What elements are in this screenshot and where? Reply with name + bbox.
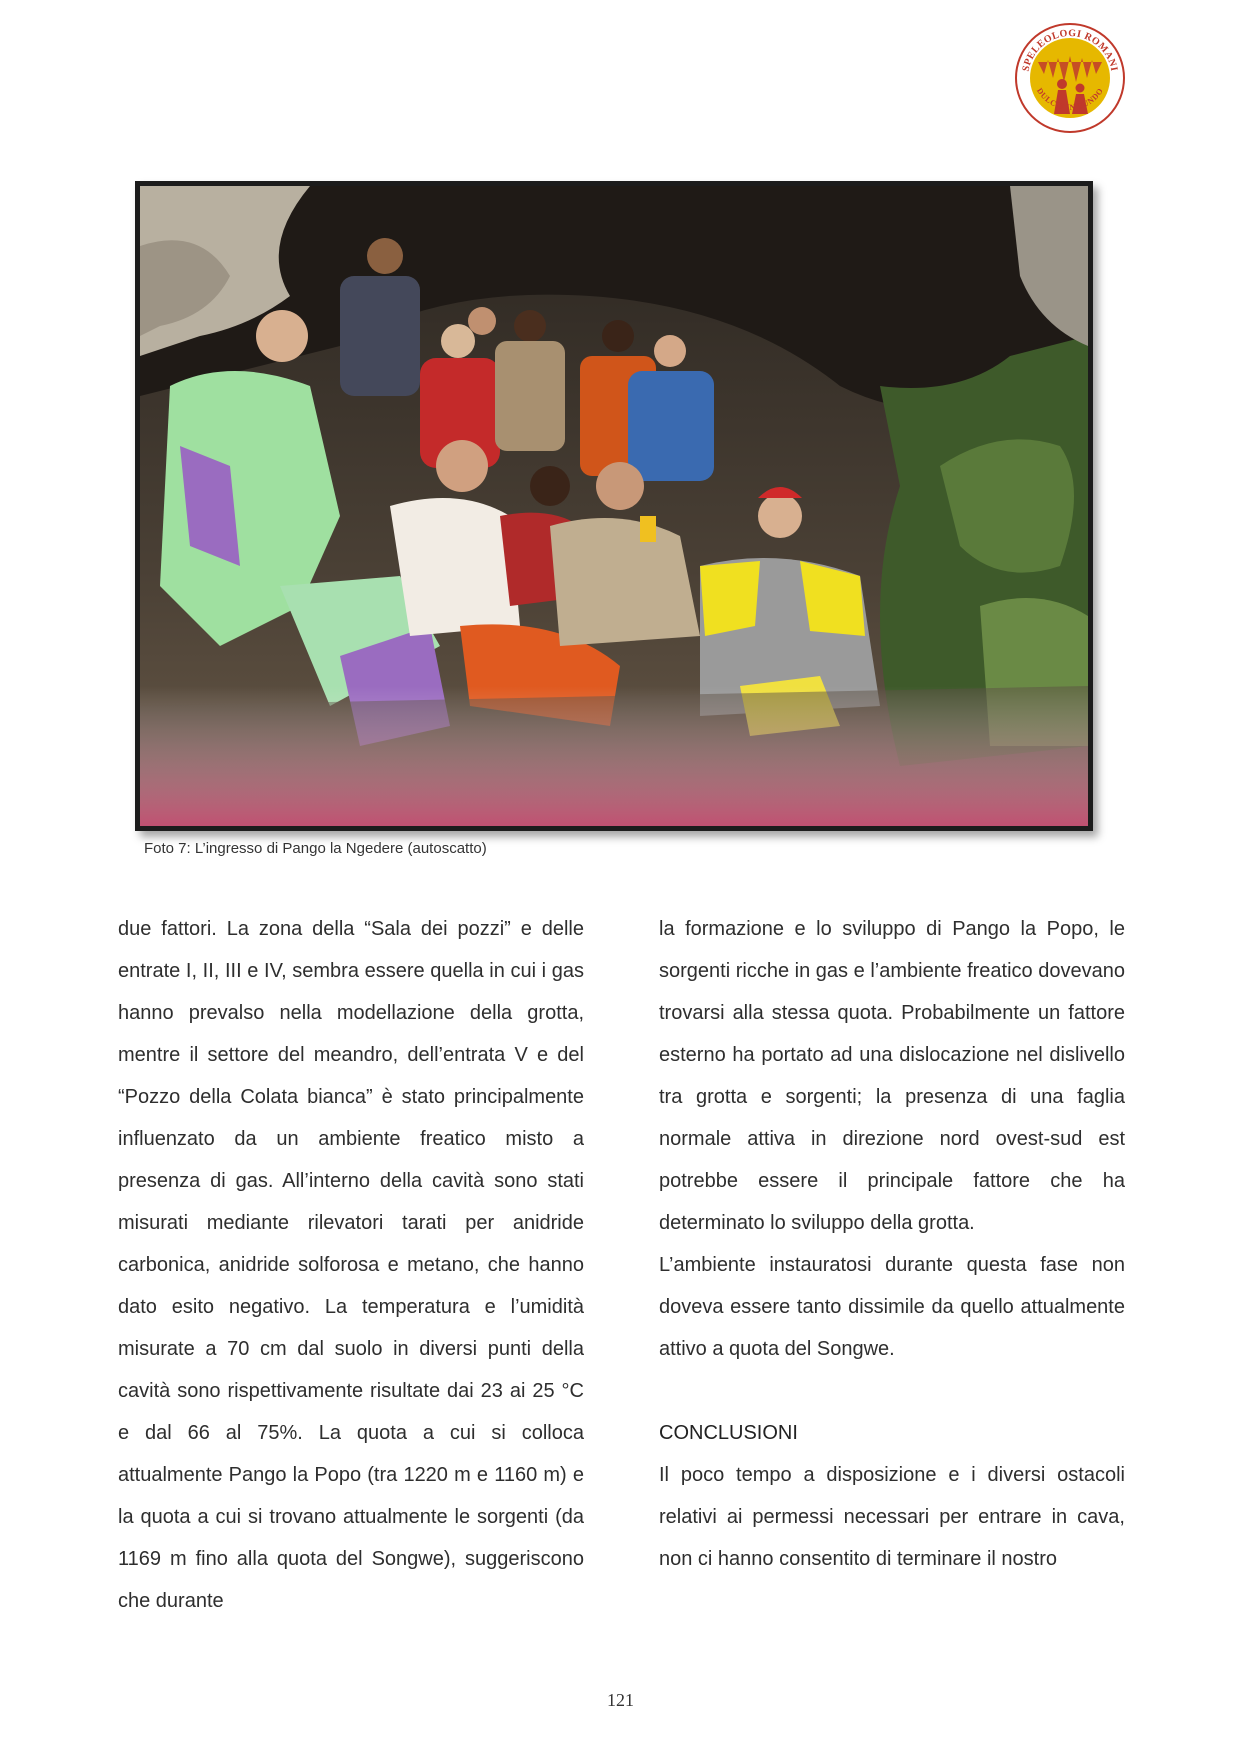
text-column-left xyxy=(118,908,584,1622)
logo-top-text: SPELEOLOGI ROMANI xyxy=(1020,27,1120,73)
photo-frame xyxy=(135,181,1093,831)
speleologi-romani-logo xyxy=(1014,22,1126,134)
paragraph: due fattori. La zona della “Sala dei pozzi” e delle entrate I, II, III e IV, sembra essere quella in cui i gas hanno prevalso nella modellazione della grotta, mentre il settore del meandro, dell’entrata V e del “Pozzo della Colata bianca” è stato principalmente influenzato da un ambiente freatico misto a presenza di gas. All’interno della cavità sono stati misurati mediante rilevatori tarati per anidride carbonica, anidride solforosa e metano, che hanno dato esito negativo. La temperatura e l’umidità misurate a 70 cm dal suolo in diversi punti della cavità sono rispettivamente risultate dai 23 ai 25 °C e dal 66 al 75%. La quota a cui si colloca attualmente Pango la Popo (tra 1220 m e 1160 m) e la quota a cui si trovano attualmente le sorgenti (da 1169 m fino alla quota del Songwe), suggeriscono che durante xyxy=(118,918,584,1612)
photo-caption: Foto 7: L’ingresso di Pango la Ngedere (autoscatto) xyxy=(144,840,487,857)
paragraph: L’ambiente instauratosi durante questa fase non doveva essere tanto dissimile da quello attualmente attivo a quota del Songwe. xyxy=(659,1254,1125,1360)
section-heading: CONCLUSIONI xyxy=(659,1422,798,1444)
page-number: 121 xyxy=(607,1690,634,1710)
paragraph: la formazione e lo sviluppo di Pango la Popo, le sorgenti ricche in gas e l’ambiente freatico dovevano trovarsi alla stessa quota. Probabilmente un fattore esterno ha portato ad una dislocazione nel dislivello tra grotta e sorgenti; la presenza di una faglia normale attiva in direzione nord ovest-sud est potrebbe essere il principale fattore che ha determinato lo sviluppo della grotta. xyxy=(659,918,1125,1234)
cave-entrance-photo xyxy=(140,186,1088,826)
text-column-right xyxy=(659,908,1125,1580)
paragraph: Il poco tempo a disposizione e i diversi ostacoli relativi ai permessi necessari per entrare in cava, non ci hanno consentito di terminare il nostro xyxy=(659,1464,1125,1570)
logo-bottom-text: DULCIS IN FUNDO xyxy=(1034,86,1106,112)
